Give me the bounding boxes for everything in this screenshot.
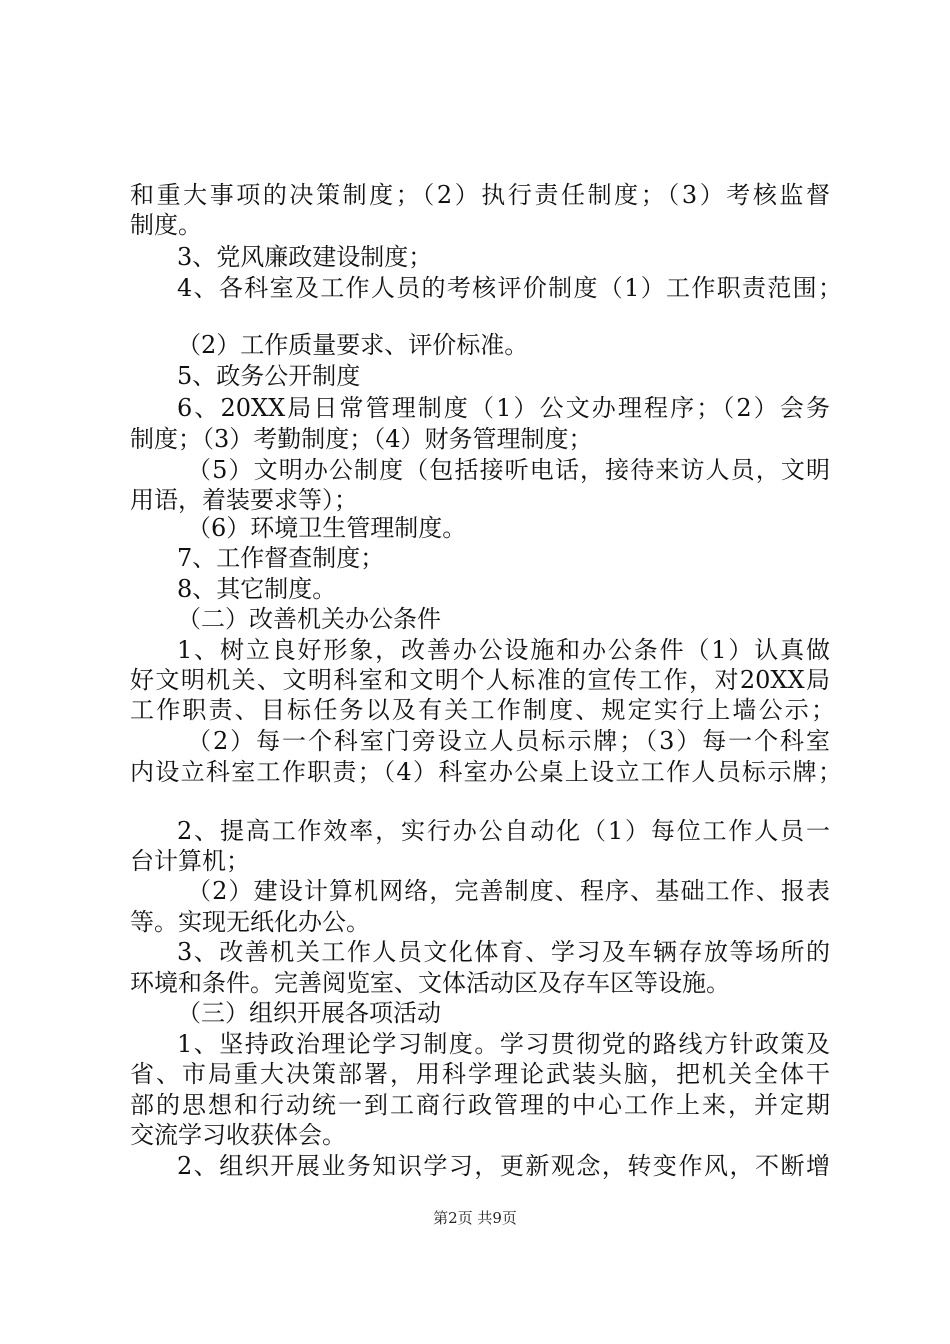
text-line: （6）环境卫生管理制度。 [187,514,467,542]
text-line: （2）建设计算机网络，完善制度、程序、基础工作、报表 [187,877,830,905]
text-line: 3、党风廉政建设制度； [177,243,433,271]
text-line: 交流学习收获体会。 [130,1121,346,1149]
page-number-label: 第2页 共9页 [433,1209,517,1227]
text-line: 4、各科室及工作人员的考核评价制度（1）工作职责范围； [177,274,842,302]
text-line: 8、其它制度。 [177,575,337,603]
text-line: 台计算机； [130,847,250,875]
text-line: 环境和条件。完善阅览室、文体活动区及存车区等设施。 [130,969,730,997]
text-line: 内设立科室工作职责；（4）科室办公桌上设立工作人员标示牌； [130,758,842,786]
text-line: （2）工作质量要求、评价标准。 [177,331,529,359]
section-heading: （三）组织开展各项活动 [177,999,441,1027]
text-line: 2、提高工作效率，实行办公自动化（1）每位工作人员一 [177,817,830,845]
section-heading: （二）改善机关办公条件 [177,605,441,633]
text-line: 部的思想和行动统一到工商行政管理的中心工作上来，并定期 [130,1091,830,1119]
page-footer [0,1206,950,1230]
text-line: 3、改善机关工作人员文化体育、学习及车辆存放等场所的 [177,938,830,966]
text-line: 等。实现无纸化办公。 [130,908,370,936]
text-line: 工作职责、目标任务以及有关工作制度、规定实行上墙公示； [130,696,835,724]
text-line: 制度；（3）考勤制度；（4）财务管理制度； [130,425,593,453]
text-line: 和重大事项的决策制度；（2）执行责任制度；（3）考核监督 [130,181,830,209]
text-line: 5、政务公开制度 [177,362,361,390]
text-line: 6、20XX局日常管理制度（1）公文办理程序；（2）会务 [177,394,830,422]
text-line: 1、树立良好形象，改善办公设施和办公条件（1）认真做 [177,636,830,664]
text-line: 1、坚持政治理论学习制度。学习贯彻党的路线方针政策及 [177,1030,830,1058]
text-line: 用语，着装要求等）； [130,486,358,514]
text-line: 制度。 [130,211,202,239]
text-line: 省、市局重大决策部署，用科学理论武装头脑，把机关全体干 [130,1060,830,1088]
text-line: 好文明机关、文明科室和文明个人标准的宣传工作，对20XX局 [130,666,830,694]
text-line: （2）每一个科室门旁设立人员标示牌；（3）每一个科室 [187,727,830,755]
text-line: 7、工作督查制度； [177,544,385,572]
text-line: 2、组织开展业务知识学习，更新观念，转变作风，不断增 [177,1152,830,1180]
text-line: （5）文明办公制度（包括接听电话，接待来访人员，文明 [187,456,830,484]
